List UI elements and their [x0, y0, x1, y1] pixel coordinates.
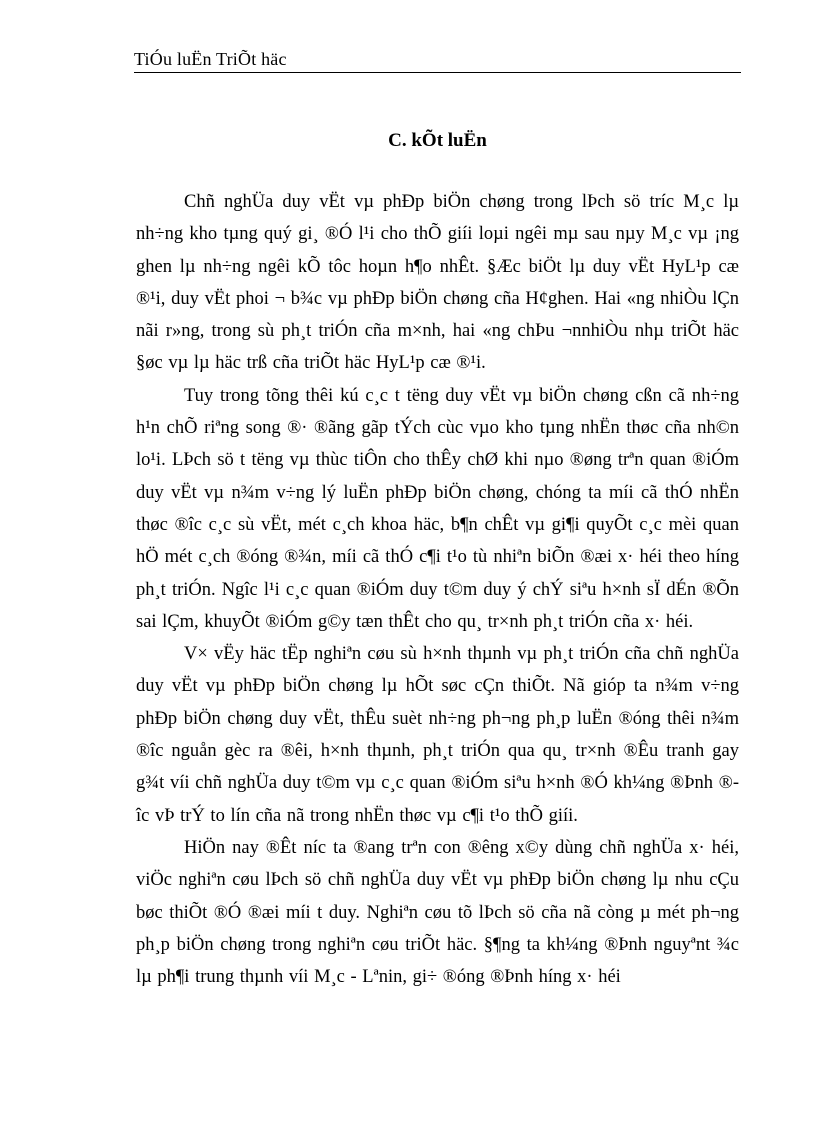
paragraph-3: V× vËy häc tËp nghiªn cøu sù h×nh thµnh vµ ph¸t triÓn cña chñ nghÜa duy vËt vµ phÐp biÖn chøng lµ hÕt søc cÇn thiÕt. Nã gióp ta n¾m v÷ng phÐp biÖn chøng duy vËt, thÊu suèt nh÷ng ph¬ng ph¸p luËn ®óng thêi n¾m ®îc nguån gèc ra ®êi, h×nh thµnh, ph¸t triÓn qua qu¸ tr×nh ®Êu tranh gay g¾t víi chñ nghÜa duy t©m vµ c¸c quan ®iÓm siªu h×nh ®Ó kh¼ng ®Þnh ®îc vÞ trÝ to lín cña nã trong nhËn thøc vµ c¶i t¹o thÕ giíi.: [136, 644, 739, 826]
paragraph-4: HiÖn nay ®Êt níc ta ®ang trªn con ®êng x©y dùng chñ nghÜa x· héi, viÖc nghiªn cøu lÞch sö chñ nghÜa duy vËt vµ phÐp biÖn chøng lµ nhu cÇu bøc thiÕt ®Ó ®æi míi t duy. Nghiªn cøu tõ lÞch sö cña nã còng µ mét ph¬ng ph¸p biÖn chøng trong nghiªn cøu triÕt häc. §¶ng ta kh¼ng ®Þnh nguyªnt ¾c lµ ph¶i trung thµnh víi M¸c - Lªnin, gi÷ ®óng ®Þnh híng x· héi: [136, 837, 739, 988]
page-header: [134, 48, 741, 73]
paragraph-2: Tuy trong tõng thêi kú c¸c t tëng duy vËt vµ biÖn chøng cßn cã nh÷ng h¹n chÕ riªng song ®· ®ãng gãp tÝch cùc vµo kho tµng nhËn thøc cña nh©n lo¹i. LÞch sö t tëng vµ thùc tiÔn cho thÊy chØ khi nµo ®øng trªn quan ®iÓm duy vËt vµ n¾m v÷ng lý luËn phÐp biÖn chøng, chóng ta míi cã thÓ nhËn thøc ®îc c¸c sù vËt, mét c¸ch khoa häc, b¶n chÊt vµ gi¶i quyÕt c¸c mèi quan hÖ mét c¸ch ®óng ®¾n, míi cã thÓ c¶i t¹o tù nhiªn biÕn ®æi x· héi theo híng ph¸t triÓn. Ngîc l¹i c¸c quan ®iÓm duy t©m duy ý chÝ siªu h×nh sÏ dÉn ®Õn sai lÇm, khuyÕt ®iÓm g©y tæn thÊt cho qu¸ tr×nh ph¸t triÓn cña x· héi.: [136, 385, 739, 632]
section-title: C. kÕt luËn: [388, 130, 487, 151]
document-body: [136, 186, 739, 993]
header-text: TiÓu luËn TriÕt häc: [134, 49, 287, 69]
paragraph-1: Chñ nghÜa duy vËt vµ phÐp biÖn chøng trong lÞch sö tríc M¸c lµ nh÷ng kho tµng quý gi¸ ®Ó l¹i cho thÕ giíi loµi ngêi mµ sau nµy M¸c vµ ¡ng ghen lµ nh÷ng ngêi kÕ tôc hoµn h¶o nhÊt. §Æc biÖt lµ duy vËt HyL¹p cæ ®¹i, duy vËt phoi ¬ b¾c vµ phÐp biÖn chøng cña H¢ghen. Hai «ng nhiÒu lÇn nãi r»ng, trong sù ph¸t triÓn cña m×nh, hai «ng chÞu ¬nnhiÒu nhµ triÕt häc §øc vµ lµ häc trß cña triÕt häc HyL¹p cæ ®¹i.: [136, 192, 739, 374]
